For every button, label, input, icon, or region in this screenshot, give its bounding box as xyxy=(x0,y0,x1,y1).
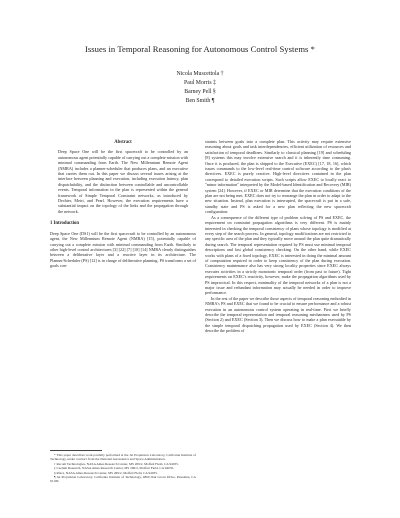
author-name: Ben Smith ¶ xyxy=(185,97,215,104)
right-column xyxy=(205,139,351,334)
footnote: § Riacs, NASA Ames Research Center, MS 269/2, Moffett Field, CA 94035. xyxy=(54,470,158,475)
body-paragraph: As a consequence of the different type of problem solving of PS and EXEC, the requirement on constraint propagation algorithms is very different. PS is mainly interested in checking the temporal consistency of plans whose topology is modified at every step of the search process. In general, topology modifications are not restricted to any specific area of the plan and they typically move around the plan quite dramatically during search. The temporal representation required by PS must use minimal temporal descriptions and fast global consistency checking. On the other hand, while EXEC works with plans of a fixed topology, EXEC is interested in doing the minimal amount of computation required in order to keep consistency of the plan during execution. Consistency maintenance also has very strong locality properties since EXEC always executes activities in a strictly monotonic temporal order (from past to future). Tight requirements on EXEC's reactivity, however, make the propagation algorithms used by PS impractical. In this respect, minimality of the temporal networks of a plan is not a major issue and redundant information may actually be needed in order to improve performance. xyxy=(205,214,351,296)
footnotes xyxy=(50,450,196,484)
left-column xyxy=(50,140,196,269)
abstract-text: Deep Space One will be the first spacecraft to be controlled by an autonomous agent potentially capable of carrying out a complete mission with minimal commanding from Earth. The New Millennium Remote Agent (NMRA) includes a planner-scheduler that produces plans, and an executive that carries them out. In this paper we discuss several issues arising at the interface between planning and execution, including execution latency, plan dispatchability, and the distinction between controllable and uncontrollable events. Temporal information in the plan is represented within the general framework of Simple Temporal Constraint networks, as introduced by Dechter, Meiri, and Pearl. However, the execution requirements have a substantial impact on the topology of the links and the propagation through the network. xyxy=(58,149,188,214)
footnote: * This paper describes work partially performed at the Jet Propulsion Laboratory, California Institute of Technology, under contract from the National Aeronautics and Space Administration. xyxy=(50,453,196,462)
footnote-rule xyxy=(50,450,102,451)
author-name: Nicola Muscettola † xyxy=(176,71,224,77)
footnote: † Recom Technologies, NASA Ames Research Center, MS 269/2, Moffett Field, CA 94035. xyxy=(54,461,179,466)
introduction-paragraph: Deep Space One (DS1) will be the first spacecraft to be controlled by an autonomous agent, the New Millennium Remote Agent (NMRA) [15], potentially capable of carrying out a complete mission with minimal commanding from Earth. Similarly to other high-level control architectures [3] [22] [7] [10] [14] NMRA clearly distinguishes between a deliberative layer and a reactive layer in its architecture. The Planner/Scheduler (PS) [12] is in charge of deliberative planning. PS transforms a set of goals con- xyxy=(50,230,196,269)
author-list xyxy=(0,70,400,106)
author-name: Barney Pell § xyxy=(184,88,216,95)
paper-title: Issues in Temporal Reasoning for Autonomous Control Systems * xyxy=(84,44,315,54)
author-name: Paul Morris ‡ xyxy=(184,79,216,86)
body-paragraph: In the rest of the paper we describe those aspects of temporal reasoning embodied in NMRA's PS and EXEC that we found to be crucial to ensure performance and a robust execution in an autonomous control system operating in real-time. First we briefly describe the temporal representation and temporal reasoning mechanisms used by PS (Section 2) and EXEC (Section 3). Then we discuss how to make a plan executable by the simple temporal dispatching propagation used by EXEC (Section 4). We then describe the problem of xyxy=(205,295,351,334)
footnote: ¶ Jet Propulsion Laboratory, California Institute of Technology, 4800 Oak Grove Drive, Pasadena, CA 91109. xyxy=(50,475,196,484)
section-heading-introduction: 1 Introduction xyxy=(50,221,79,227)
footnote: ‡ Caelum Research, NASA Ames Research Center, MS 269/2, Moffett Field, CA 94035. xyxy=(54,466,175,471)
abstract-heading: Abstract xyxy=(114,140,132,145)
body-paragraph: straints between goals into a complete plan. This activity may require extensive reasoning about goals and task interdependencies, efficient utilization of resources and satisfaction of temporal deadlines. Similarly to classical planning [19] and scheduling [8] systems this may involve extensive search and it is inherently time consuming. Once it is produced, the plan is shipped to the Executive (EXEC) [17, 18, 16], which issues commands to the low-level real-time control software according to the plan's directives. EXEC is purely reactive. High-level directives contained in the plan correspond to detailed execution scripts. Such scripts allow EXEC to locally react to "minor information" interpreted by the Model-based Identification and Recovery (MIR) system [24]. However, if EXEC or MIR determine that the execution conditions of the plan are not being met, EXEC does not try to rearrange the plan in order to adapt to the new situation. Instead, plan execution is interrupted, the spacecraft is put in a safe, standby state and PS is asked for a new plan reflecting the new spacecraft configuration. xyxy=(205,139,351,215)
